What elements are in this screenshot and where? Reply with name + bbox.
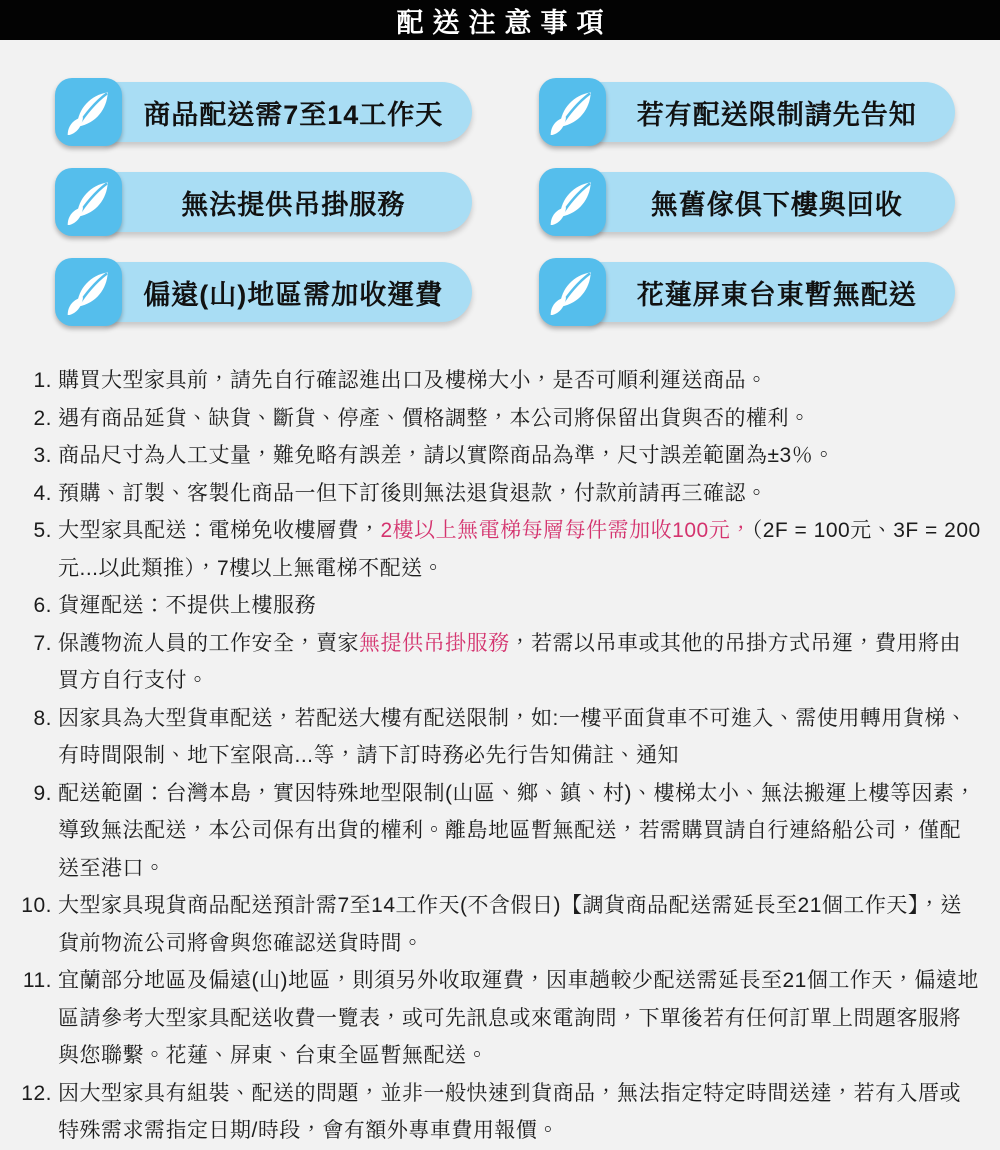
note-text-segment: 貨運配送：不提供上樓服務: [58, 594, 316, 617]
delivery-badge: [55, 168, 472, 236]
notice-list-item: [20, 400, 982, 438]
note-text-segment: 遇有商品延貨、缺貨、斷貨、停產、價格調整，本公司將保留出貨與否的權利。: [58, 406, 811, 430]
badge-pill: [571, 82, 956, 142]
note-text-segment: 大型家具現貨商品配送預計需7至14工作天(不含假日)【調貨商品配送需延長至21個工作天】，送貨前物流公司將會與您確認送貨時間。: [58, 894, 962, 955]
leaf-icon: [539, 258, 606, 326]
notice-list-item: [20, 437, 982, 475]
notice-item-text: [58, 362, 982, 400]
notice-list-item: [20, 587, 982, 625]
notice-item-number: 7.: [33, 631, 52, 655]
notice-list-item: [20, 625, 982, 700]
page-title: 配送注意事項: [396, 7, 613, 38]
notice-item-text: [58, 700, 982, 775]
note-text-segment: 預購、訂製、客製化商品一但下訂後則無法退貨退款，付款前請再三確認。: [58, 481, 768, 505]
notice-list-item: [20, 1075, 982, 1150]
note-text-segment: 配送範圍：台灣本島，實因特殊地型限制(山區、鄉、鎮、村)、樓梯太小、無法搬運上樓等因素，導致無法配送，本公司保有出貨的權利。離島地區暫無配送，若需購買請自行連絡船公司，僅配送至港口。: [58, 781, 976, 880]
notice-item-text: [58, 625, 982, 700]
note-text-segment: 商品尺寸為人工丈量，難免略有誤差，請以實際商品為準，尺寸誤差範圍為±3％。: [58, 444, 835, 467]
notice-item-text: [58, 887, 982, 962]
badge-label: 無舊傢俱下樓與回收: [650, 189, 903, 220]
badge-pill: [87, 82, 472, 142]
notice-list-item: [20, 700, 982, 775]
badge-pill: [87, 262, 472, 322]
notice-list-item: [20, 887, 982, 962]
notes-list: [0, 356, 1000, 1150]
notice-item-text: [58, 475, 982, 513]
notice-item-text: [58, 512, 982, 587]
notice-item-number: 3.: [33, 444, 52, 467]
note-highlight-text: 2樓以上無電梯每層每件需加收100元，: [380, 519, 752, 542]
badges-grid: [0, 40, 1000, 356]
delivery-badge: [55, 258, 472, 326]
notice-item-number: 10.: [21, 894, 52, 917]
delivery-badge: [539, 168, 956, 236]
badge-label: 商品配送需7至14工作天: [143, 99, 444, 130]
notice-item-text: [58, 962, 982, 1075]
notice-item-number: 11.: [22, 969, 52, 992]
leaf-icon: [55, 258, 122, 326]
note-text-segment: 宜蘭部分地區及偏遠(山)地區，則須另外收取運費，因車趟較少配送需延長至21個工作天，偏遠地區請參考大型家具配送收費一覽表，或可先訊息或來電詢問，下單後若有任何訂單上問題客服將與您聯繫。花蓮、屏東、台東全區暫無配送。: [58, 969, 979, 1067]
note-highlight-text: 無提供吊掛服務: [359, 631, 510, 655]
notice-item-text: [58, 775, 982, 888]
note-text-segment: 購買大型家具前，請先自行確認進出口及樓梯大小，是否可順利運送商品。: [58, 369, 768, 392]
notice-item-number: 12.: [21, 1081, 52, 1105]
notice-list-item: [20, 362, 982, 400]
delivery-badge: [539, 258, 956, 326]
badge-pill: [571, 262, 956, 322]
note-text-segment: ，若需以吊車或其他的吊掛方式吊運，費用將由買方自行支付。: [58, 631, 961, 692]
notice-list-item: [20, 775, 982, 888]
note-text-segment: 大型家具配送：電梯免收樓層費，: [58, 519, 381, 542]
leaf-icon: [55, 78, 122, 146]
notice-item-number: 2.: [33, 406, 52, 430]
delivery-badge: [539, 78, 956, 146]
notice-item-number: 8.: [33, 706, 52, 730]
notice-item-text: [58, 437, 982, 475]
notice-item-text: [58, 400, 982, 438]
leaf-icon: [55, 168, 122, 236]
badge-label: 花蓮屏東台東暫無配送: [636, 279, 917, 310]
notice-item-number: 4.: [33, 481, 52, 505]
note-text-segment: 因家具為大型貨車配送，若配送大樓有配送限制，如:一樓平面貨車不可進入、需使用轉用貨梯、有時間限制、地下室限高...等，請下訂時務必先行告知備註、通知: [58, 706, 968, 767]
notice-list-item: [20, 512, 982, 587]
notice-item-text: [58, 587, 982, 625]
note-text-segment: （2F = 100元、3F = 200元...以此類推），7樓以上無電梯不配送。: [58, 519, 981, 580]
badge-label: 偏遠(山)地區需加收運費: [143, 279, 444, 310]
header-bar: [0, 0, 1000, 40]
notice-item-text: [58, 1075, 982, 1150]
notice-list-item: [20, 962, 982, 1075]
notice-item-number: 6.: [33, 594, 52, 617]
notice-list-item: [20, 475, 982, 513]
note-text-segment: 保護物流人員的工作安全，賣家: [58, 631, 359, 655]
leaf-icon: [539, 168, 606, 236]
badge-pill: [571, 172, 956, 232]
badge-pill: [87, 172, 472, 232]
badge-label: 若有配送限制請先告知: [636, 99, 917, 130]
notice-item-number: 5.: [33, 519, 52, 542]
leaf-icon: [539, 78, 606, 146]
badge-label: 無法提供吊掛服務: [181, 189, 406, 220]
notice-item-number: 9.: [33, 781, 52, 805]
note-text-segment: 因大型家具有組裝、配送的問題，並非一般快速到貨商品，無法指定特定時間送達，若有入厝或特殊需求需指定日期/時段，會有額外專車費用報價。: [58, 1081, 961, 1142]
delivery-badge: [55, 78, 472, 146]
notice-item-number: 1.: [33, 369, 52, 392]
